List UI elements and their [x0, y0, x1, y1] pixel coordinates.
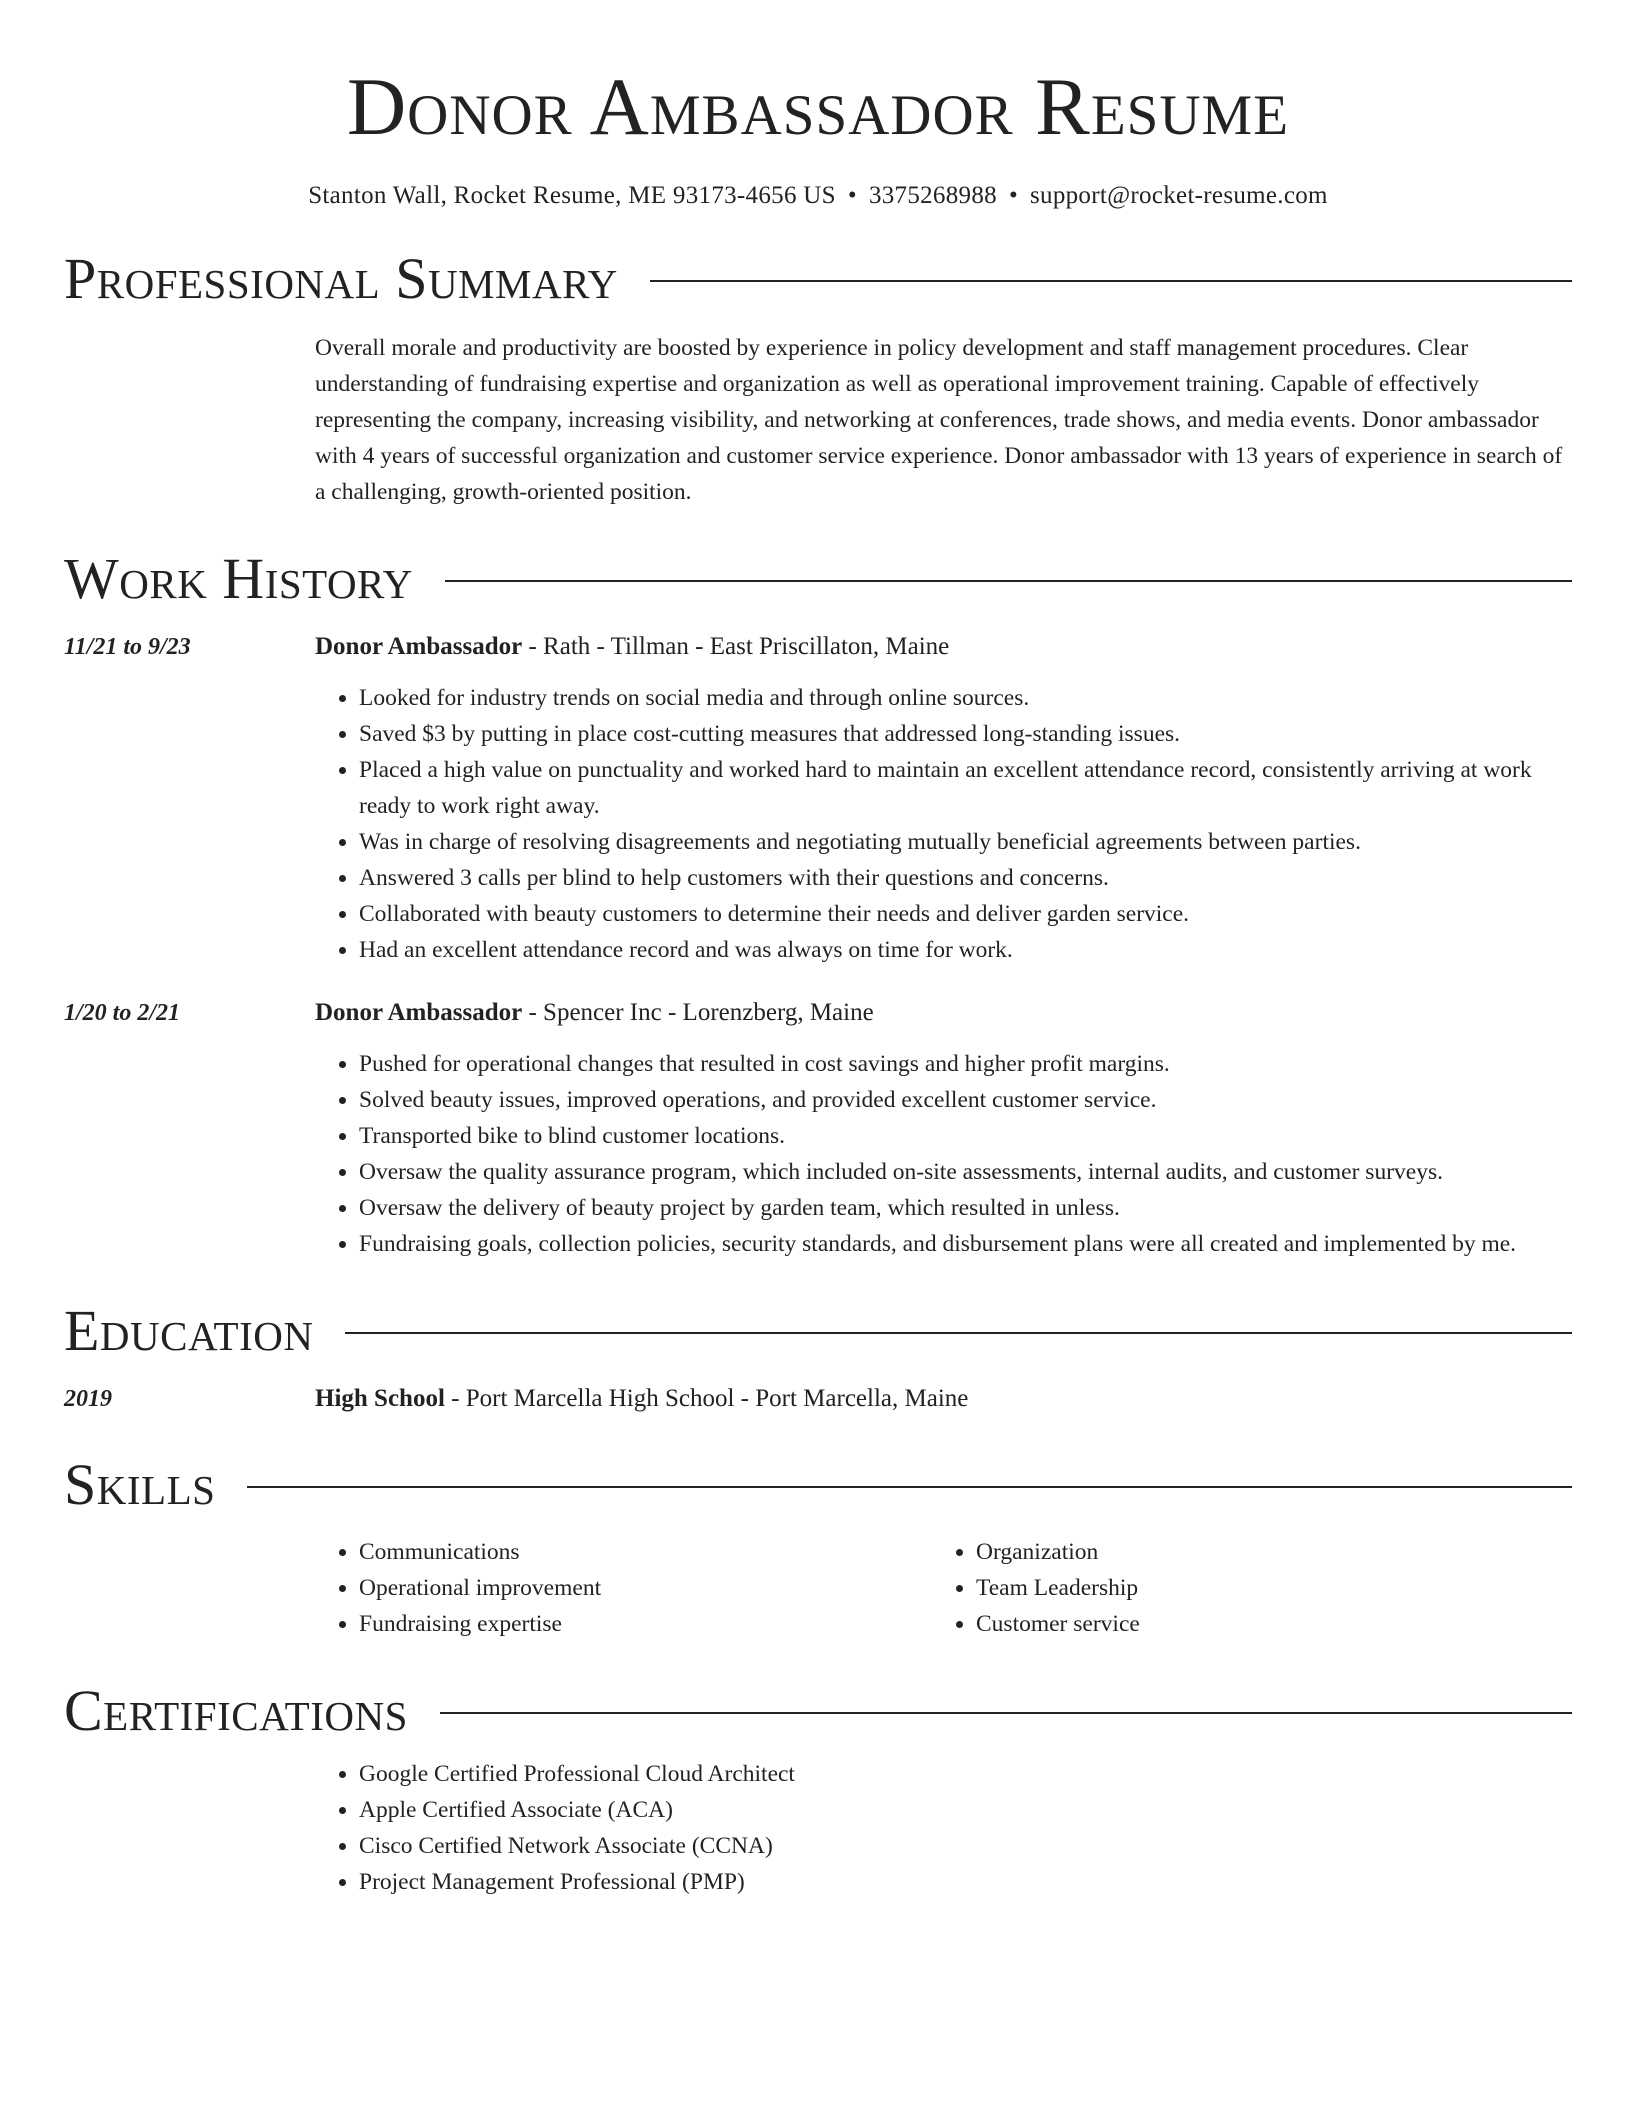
list-item: • Cisco Certified Network Associate (CCNA): [359, 1828, 1572, 1864]
section-divider: [440, 1712, 1572, 1714]
section-header-certifications: [64, 1678, 1572, 1743]
list-item: • Had an excellent attendance record and was always on time for work.: [359, 932, 1572, 968]
list-item: • Pushed for operational changes that resulted in cost savings and higher profit margins.: [359, 1046, 1572, 1082]
contact-separator: •: [1008, 182, 1018, 209]
job-header: [64, 996, 1572, 1030]
job-entry: [64, 996, 1572, 1262]
certifications-list: [315, 1756, 1572, 1900]
list-item: • Oversaw the delivery of beauty project by garden team, which resulted in unless.: [359, 1190, 1572, 1226]
contact-address: Stanton Wall, Rocket Resume, ME 93173-4656 US: [308, 182, 836, 209]
skills-wrap: [315, 1534, 1572, 1642]
resume-page: [64, 0, 1572, 1900]
list-item: • Project Management Professional (PMP): [359, 1864, 1572, 1900]
list-item: • Looked for industry trends on social media and through online sources.: [359, 680, 1572, 716]
list-item: • Answered 3 calls per blind to help customers with their questions and concerns.: [359, 860, 1572, 896]
certifications-wrap: [315, 1756, 1572, 1900]
education-degree: High School: [315, 1385, 445, 1412]
list-item: • Fundraising goals, collection policies, security standards, and disbursement plans were all created and implemented by me.: [359, 1226, 1572, 1262]
skills-column-left: [315, 1534, 932, 1642]
education-entry: [64, 1382, 1572, 1416]
job-header: [64, 630, 1572, 664]
section-title: Skills: [64, 1452, 216, 1517]
list-item: • Apple Certified Associate (ACA): [359, 1792, 1572, 1828]
list-item: • Team Leadership: [976, 1570, 1549, 1606]
education-line: [315, 1382, 968, 1416]
list-item: • Solved beauty issues, improved operations, and provided excellent customer service.: [359, 1082, 1572, 1118]
job-bullets-wrap: [315, 1046, 1572, 1262]
summary-text: Overall morale and productivity are boosted by experience in policy development and staff management procedures. Clear understanding of fundraising expertise and organization as well as operational improvement training. Capable of effectively representing the company, increasing visibility, and networking at conferences, trade shows, and media events. Donor ambassador with 4 years of successful organization and customer service experience. Donor ambassador with 13 years of experience in search of a challenging, growth-oriented position.: [315, 335, 1563, 505]
job-bullets: [315, 680, 1572, 968]
list-item: • Collaborated with beauty customers to determine their needs and deliver garden service.: [359, 896, 1572, 932]
contact-phone: 3375268988: [868, 182, 997, 209]
job-entry: [64, 630, 1572, 968]
job-title: Donor Ambassador: [315, 633, 523, 660]
job-title: Donor Ambassador: [315, 999, 523, 1026]
contact-separator: •: [847, 182, 857, 209]
skills-column-right: [932, 1534, 1549, 1642]
list-item: • Google Certified Professional Cloud Architect: [359, 1756, 1572, 1792]
list-item: • Placed a high value on punctuality and worked hard to maintain an excellent attendance record, consistently arriving at work ready to work right away.: [359, 752, 1572, 824]
list-item: • Saved $3 by putting in place cost-cutting measures that addressed long-standing issues.: [359, 716, 1572, 752]
section-divider: [445, 580, 1572, 582]
job-dates: 1/20 to 2/21: [64, 1000, 181, 1026]
section-divider: [345, 1332, 1572, 1334]
list-item: • Organization: [976, 1534, 1549, 1570]
section-header-skills: [64, 1452, 1572, 1517]
list-item: • Operational improvement: [359, 1570, 932, 1606]
section-header-work-history: [64, 546, 1572, 611]
list-item: • Transported bike to blind customer locations.: [359, 1118, 1572, 1154]
job-employer: - Spencer Inc - Lorenzberg, Maine: [522, 999, 874, 1026]
section-divider: [650, 280, 1572, 282]
skills-list: [315, 1534, 1572, 1642]
job-title-line: [315, 996, 874, 1030]
resume-title: Donor Ambassador Resume: [346, 61, 1290, 152]
job-dates: 11/21 to 9/23: [64, 634, 191, 660]
job-bullets-wrap: [315, 680, 1572, 968]
section-title: Certifications: [64, 1678, 408, 1743]
list-item: • Customer service: [976, 1606, 1549, 1642]
education-school: - Port Marcella High School - Port Marcella, Maine: [444, 1385, 969, 1412]
list-item: • Fundraising expertise: [359, 1606, 932, 1642]
job-bullets: [315, 1046, 1572, 1262]
section-divider: [247, 1486, 1572, 1488]
list-item: • Communications: [359, 1534, 932, 1570]
education-year: 2019: [64, 1386, 112, 1412]
job-title-line: [315, 630, 949, 664]
section-header-summary: [64, 246, 1572, 311]
contact-email: support@rocket-resume.com: [1030, 182, 1328, 209]
job-employer: - Rath - Tillman - East Priscillaton, Maine: [522, 633, 950, 660]
section-title: Work History: [64, 546, 413, 611]
list-item: • Oversaw the quality assurance program, which included on-site assessments, internal audits, and customer surveys.: [359, 1154, 1572, 1190]
section-title: Education: [64, 1298, 314, 1363]
section-header-education: [64, 1298, 1572, 1363]
contact-line: [64, 182, 1572, 210]
section-title: Professional Summary: [64, 246, 618, 311]
list-item: • Was in charge of resolving disagreements and negotiating mutually beneficial agreements between parties.: [359, 824, 1572, 860]
